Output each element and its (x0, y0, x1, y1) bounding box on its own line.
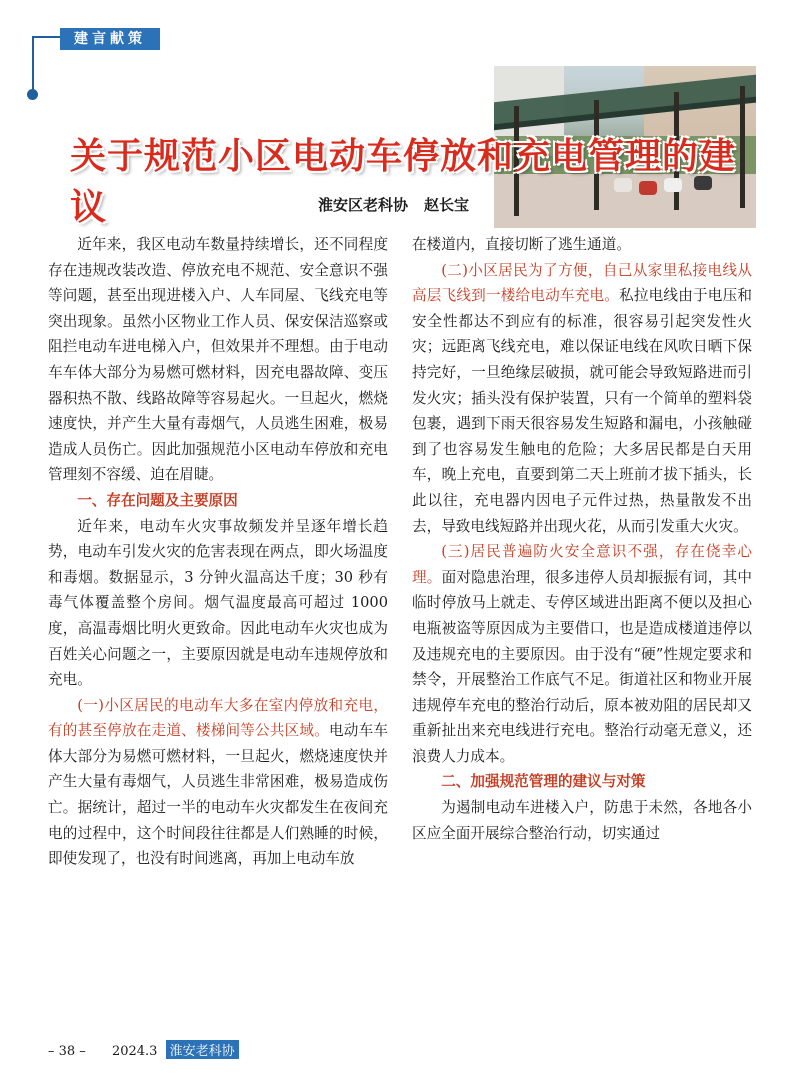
paragraph: 为遏制电动车进楼入户，防患于未然，各地各小区应全面开展综合整治行动，切实通过 (412, 799, 752, 842)
subsection-body: 私拉电线由于电压和安全性都达不到应有的标准，很容易引起突发性火灾；远距离飞线充电，难以保证电线在风吹日晒下保持完好，一旦绝缘层破损，就可能会导致短路进而引发火灾；插头没有保护装置，只有一个简单的塑料袋包裹，遇到下雨天很容易发生短路和漏电，小孩触碰到了也容易发生触电的危险；大多居民都是白天用车，晚上充电，直要到第二天上班前才拔下插头，长此以往，充电器内因电子元件过热，热量散发不出去，导致电线短路并出现火花，从而引发重大火灾。 (412, 287, 752, 535)
magazine-name: 淮安老科协 (166, 1040, 239, 1059)
subsection-body: 电动车车体大部分为易燃可燃材料，一旦起火，燃烧速度快并产生大量有毒烟气，人员逃生非常困难，极易造成伤亡。据统计，超过一半的电动车火灾都发生在夜间充电的过程中，这个时间段往往都是人们熟睡的时候，即使发现了，也没有时间逃离，再加上电动车放 (48, 722, 388, 868)
author-name: 赵长宝 (424, 196, 470, 214)
subsection-heading: (二)小区居民为了方便，自己从家里私接电线从高层飞线到一楼给电动车充电。 (412, 261, 752, 305)
issue-number: 2024.3 (111, 1044, 158, 1059)
section-tab: 建言献策 (60, 28, 160, 50)
article-title: 关于规范小区电动车停放和充电管理的建议 (70, 136, 737, 228)
subsection-heading: (一)小区居民的电动车大多在室内停放和充电，有的甚至停放在走道、楼梯间等公共区域。 (48, 696, 388, 740)
subsection-3 (412, 539, 752, 769)
subsection-1 (48, 693, 388, 872)
section-heading-2: 二、加强规范管理的建议与对策 (441, 773, 646, 791)
intro-paragraph: 近年来，我区电动车数量持续增长，还不同程度存在违规改装改造、停放充电不规范、安全意识不强等问题，甚至出现进楼入户、人车同屋、飞线充电等突出现象。虽然小区物业工作人员、保安保洁巡察或阻拦电动车进电梯入户，但效果并不理想。由于电动车车体大部分为易燃可燃材料，因充电器故障、变压器积热不散、线路故障等容易起火。一旦起火，燃烧速度快，并产生大量有毒烟气，人员逃生困难，极易造成人员伤亡。因此加强规范小区电动车停放和充电管理刻不容缓、迫在眉睫。 (48, 236, 388, 484)
section-heading-1: 一、存在问题及主要原因 (77, 491, 238, 509)
byline (318, 194, 469, 215)
header-dot (27, 89, 38, 100)
right-column (412, 232, 752, 846)
subsection-heading: (三)居民普遍防火安全意识不强，存在侥幸心理。 (412, 543, 752, 586)
subsection-2 (412, 258, 752, 540)
left-column (48, 232, 388, 872)
paragraph: 近年来，电动车火灾事故频发并呈逐年增长趋势，电动车引发火灾的危害表现在两点，即火场温度和毒烟。数据显示，3 分钟火温高达千度；30 秒有毒气体覆盖整个房间。烟气温度最高可超过 1000 度，高温毒烟比明火更致命。因此电动车火灾也成为百姓关心问题之一，主要原因就是电动车违规停放和充电。 (48, 517, 388, 689)
header-bracket (32, 36, 62, 96)
footer (48, 1040, 239, 1059)
subsection-body: 面对隐患治理，很多违停人员却振振有词，其中临时停放马上就走、专停区域进出距离不便以及担心电瓶被盗等原因成为主要借口，也是造成楼道违停以及违规充电的主要原因。由于没有“硬”性规定要求和禁令，开展整治工作底气不足。街道社区和物业开展违规停车充电的整治行动后，原本被劝阻的居民却又重新扯出来充电线进行充电。整治行动毫无意义，还浪费人力成本。 (412, 568, 752, 765)
continued-paragraph: 在楼道内，直接切断了逃生通道。 (412, 236, 631, 253)
author-org: 淮安区老科协 (318, 196, 409, 214)
page-number: – 38 – (48, 1044, 86, 1059)
